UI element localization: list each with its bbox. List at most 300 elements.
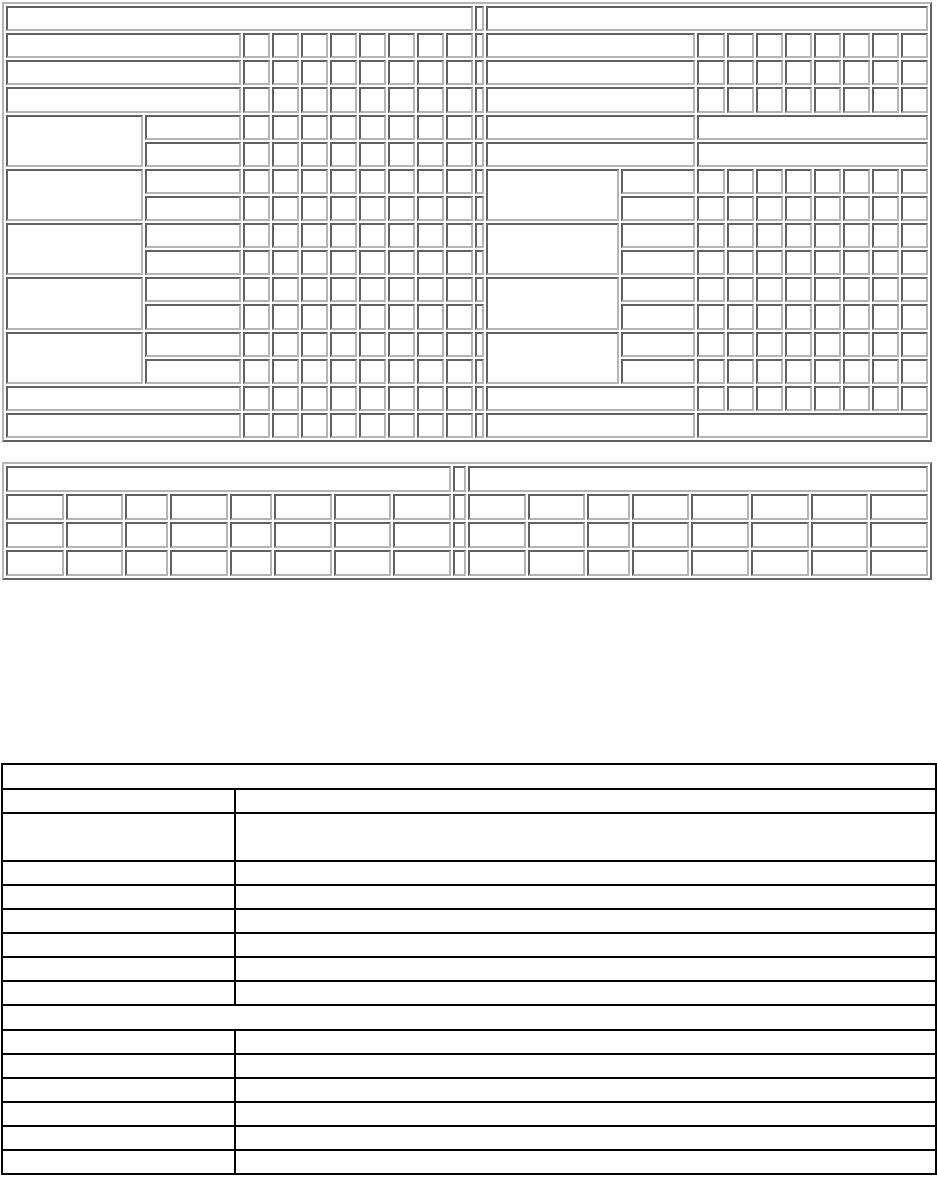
grid-cell (446, 169, 473, 194)
grid-cell (811, 550, 869, 576)
grid-cell (697, 169, 724, 194)
grid-cell (330, 115, 357, 140)
grid-cell (388, 250, 415, 275)
grid-cell (272, 250, 299, 275)
grid-cell (727, 277, 754, 302)
grid-cell (446, 87, 473, 112)
grid-cell (785, 223, 812, 248)
sub-label (621, 196, 696, 221)
grid-cell (359, 223, 386, 248)
group-label (6, 277, 143, 329)
grid-cell (756, 87, 783, 112)
grid-spacer (475, 359, 484, 384)
detail-label (2, 1030, 235, 1054)
detail-label (2, 861, 235, 885)
lower-grid-title-left (6, 466, 451, 492)
grid-cell (468, 522, 526, 548)
grid-cell (243, 359, 270, 384)
sub-label (621, 332, 696, 357)
grid-cell (417, 250, 444, 275)
grid-cell (901, 359, 928, 384)
grid-cell (388, 196, 415, 221)
grid-cell (691, 550, 749, 576)
grid-cell (811, 494, 869, 520)
grid-cell (756, 332, 783, 357)
grid-cell (272, 115, 299, 140)
grid-cell (872, 169, 899, 194)
grid-cell (446, 304, 473, 329)
row-label (6, 386, 241, 411)
grid-cell (388, 87, 415, 112)
grid-cell (170, 522, 228, 548)
grid-cell (785, 277, 812, 302)
grid-cell (274, 550, 332, 576)
grid-cell (6, 550, 64, 576)
secondary-grid-table (2, 462, 932, 580)
grid-cell (727, 169, 754, 194)
grid-cell (870, 522, 928, 548)
grid-cell (814, 223, 841, 248)
grid-cell (125, 550, 168, 576)
grid-cell (843, 33, 870, 58)
grid-spacer (453, 466, 466, 492)
group-label (6, 115, 143, 167)
grid-cell (417, 413, 444, 438)
grid-cell (125, 494, 168, 520)
grid-cell (359, 60, 386, 85)
grid-cell (301, 386, 328, 411)
detail-value (235, 909, 936, 933)
grid-cell (872, 304, 899, 329)
grid-cell (446, 386, 473, 411)
grid-cell (727, 304, 754, 329)
grid-cell (6, 494, 64, 520)
grid-cell (243, 33, 270, 58)
detail-label (2, 1078, 235, 1102)
sub-label (145, 223, 240, 248)
detail-value (235, 1126, 936, 1150)
row-label (486, 33, 696, 58)
grid-cell (727, 60, 754, 85)
grid-cell (330, 169, 357, 194)
grid-cell (785, 386, 812, 411)
grid-cell (359, 304, 386, 329)
sub-label (145, 359, 240, 384)
sub-label (621, 250, 696, 275)
detail-value (235, 861, 936, 885)
grid-cell (66, 494, 124, 520)
grid-cell (417, 223, 444, 248)
grid-cell (872, 223, 899, 248)
grid-cell (697, 386, 724, 411)
grid-cell (872, 33, 899, 58)
grid-cell (417, 359, 444, 384)
grid-cell (727, 386, 754, 411)
grid-cell (330, 413, 357, 438)
main-grid-table (2, 2, 932, 442)
group-label (6, 223, 143, 275)
grid-cell (272, 359, 299, 384)
grid-cell (756, 169, 783, 194)
group-label (486, 223, 619, 275)
grid-cell (272, 60, 299, 85)
grid-cell (330, 332, 357, 357)
grid-cell (632, 550, 690, 576)
grid-cell (446, 359, 473, 384)
grid-cell (301, 87, 328, 112)
grid-cell (872, 87, 899, 112)
grid-cell (388, 332, 415, 357)
grid-cell (697, 60, 724, 85)
grid-cell (301, 304, 328, 329)
grid-cell (632, 522, 690, 548)
grid-cell (901, 332, 928, 357)
row-label (486, 87, 696, 112)
detail-label (2, 909, 235, 933)
grid-cell (756, 33, 783, 58)
grid-cell (274, 522, 332, 548)
grid-cell (632, 494, 690, 520)
grid-cell (756, 304, 783, 329)
grid-cell (243, 60, 270, 85)
grid-cell (388, 142, 415, 167)
grid-cell (417, 196, 444, 221)
grid-cell (756, 196, 783, 221)
grid-cell (334, 494, 392, 520)
grid-cell (330, 223, 357, 248)
grid-cell (785, 359, 812, 384)
row-label (486, 413, 696, 438)
grid-cell (446, 33, 473, 58)
grid-cell (417, 115, 444, 140)
sub-label (145, 277, 240, 302)
grid-cell (697, 196, 724, 221)
detail-table (1, 763, 937, 1175)
grid-cell (359, 115, 386, 140)
detail-label (2, 981, 235, 1005)
grid-cell (814, 60, 841, 85)
grid-cell (301, 142, 328, 167)
grid-cell (388, 277, 415, 302)
grid-cell (727, 359, 754, 384)
grid-cell (587, 550, 630, 576)
sub-label (621, 169, 696, 194)
detail-value (235, 1030, 936, 1054)
grid-cell (872, 359, 899, 384)
grid-cell (243, 277, 270, 302)
grid-cell (330, 87, 357, 112)
grid-cell (446, 196, 473, 221)
grid-cell (125, 522, 168, 548)
group-label (486, 169, 619, 221)
detail-value (235, 1150, 936, 1174)
detail-value (235, 957, 936, 981)
grid-spacer (475, 33, 484, 58)
grid-cell (785, 304, 812, 329)
grid-cell (691, 494, 749, 520)
detail-value (235, 813, 936, 861)
grid-cell (785, 87, 812, 112)
grid-cell (330, 250, 357, 275)
grid-cell (274, 494, 332, 520)
grid-cell (272, 223, 299, 248)
grid-cell (446, 223, 473, 248)
detail-label (2, 933, 235, 957)
grid-cell (528, 494, 586, 520)
grid-cell (330, 277, 357, 302)
grid-cell (330, 304, 357, 329)
grid-cell (272, 169, 299, 194)
grid-cell (872, 277, 899, 302)
grid-cell (727, 250, 754, 275)
grid-cell (697, 223, 724, 248)
sub-label (621, 223, 696, 248)
grid-cell (691, 522, 749, 548)
grid-spacer (475, 413, 484, 438)
grid-cell (901, 386, 928, 411)
grid-cell (330, 386, 357, 411)
grid-cell (388, 304, 415, 329)
grid-cell (301, 196, 328, 221)
grid-cell (417, 277, 444, 302)
grid-cell (417, 332, 444, 357)
grid-cell (272, 87, 299, 112)
grid-cell (901, 33, 928, 58)
grid-spacer (475, 60, 484, 85)
group-label (486, 277, 619, 329)
grid-cell (727, 87, 754, 112)
grid-cell (697, 359, 724, 384)
grid-cell (785, 332, 812, 357)
detail-label (2, 789, 235, 813)
detail-value (235, 1078, 936, 1102)
row-label (486, 115, 696, 140)
grid-cell (446, 250, 473, 275)
grid-cell (359, 169, 386, 194)
grid-cell (393, 494, 451, 520)
sub-label (145, 196, 240, 221)
grid-cell (334, 522, 392, 548)
grid-cell (901, 87, 928, 112)
grid-cell (272, 304, 299, 329)
grid-cell (330, 196, 357, 221)
grid-cell (870, 550, 928, 576)
grid-cell (727, 223, 754, 248)
grid-spacer (453, 522, 466, 548)
grid-cell (66, 522, 124, 548)
grid-cell (243, 87, 270, 112)
sub-label (145, 115, 240, 140)
grid-cell (901, 304, 928, 329)
grid-cell (6, 522, 64, 548)
grid-spacer (453, 494, 466, 520)
grid-cell (330, 142, 357, 167)
detail-value (235, 1054, 936, 1078)
grid-cell (388, 223, 415, 248)
grid-cell (359, 386, 386, 411)
grid-spacer (453, 550, 466, 576)
detail-label (2, 885, 235, 909)
grid-cell (446, 413, 473, 438)
grid-cell (272, 332, 299, 357)
grid-cell (243, 413, 270, 438)
grid-cell (446, 332, 473, 357)
grid-cell (388, 359, 415, 384)
grid-spacer (475, 250, 484, 275)
grid-cell (330, 33, 357, 58)
grid-cell (843, 87, 870, 112)
grid-cell (446, 142, 473, 167)
grid-cell (697, 304, 724, 329)
row-label (6, 413, 241, 438)
grid-cell (417, 33, 444, 58)
grid-cell (901, 196, 928, 221)
grid-cell (697, 250, 724, 275)
grid-cell (301, 169, 328, 194)
grid-cell (446, 115, 473, 140)
grid-cell (359, 332, 386, 357)
grid-cell (301, 223, 328, 248)
grid-cell (901, 277, 928, 302)
grid-cell (756, 60, 783, 85)
grid-cell (301, 33, 328, 58)
grid-cell (388, 169, 415, 194)
grid-cell (301, 60, 328, 85)
grid-spacer (475, 277, 484, 302)
grid-cell (751, 550, 809, 576)
grid-cell (66, 550, 124, 576)
grid-cell (388, 115, 415, 140)
grid-cell (756, 359, 783, 384)
row-label (486, 142, 696, 167)
grid-cell (272, 277, 299, 302)
detail-value (235, 885, 936, 909)
grid-cell (843, 332, 870, 357)
grid-cell (468, 550, 526, 576)
grid-cell (756, 250, 783, 275)
merged-value-cell (697, 413, 928, 438)
grid-cell (388, 60, 415, 85)
grid-cell (393, 522, 451, 548)
grid-cell (301, 359, 328, 384)
grid-cell (785, 60, 812, 85)
grid-cell (243, 250, 270, 275)
grid-cell (170, 550, 228, 576)
detail-value (235, 933, 936, 957)
grid-cell (814, 169, 841, 194)
sub-label (621, 277, 696, 302)
detail-value (235, 789, 936, 813)
grid-cell (843, 169, 870, 194)
grid-cell (417, 304, 444, 329)
grid-cell (359, 413, 386, 438)
grid-cell (901, 60, 928, 85)
grid-cell (843, 223, 870, 248)
detail-label (2, 957, 235, 981)
grid-cell (243, 386, 270, 411)
sub-label (621, 359, 696, 384)
grid-cell (811, 522, 869, 548)
grid-cell (872, 386, 899, 411)
detail-label (2, 1054, 235, 1078)
grid-cell (301, 277, 328, 302)
grid-cell (230, 494, 273, 520)
grid-cell (814, 87, 841, 112)
grid-cell (872, 250, 899, 275)
grid-cell (872, 60, 899, 85)
grid-cell (359, 359, 386, 384)
grid-cell (446, 277, 473, 302)
grid-cell (417, 142, 444, 167)
grid-cell (330, 60, 357, 85)
grid-cell (417, 87, 444, 112)
grid-cell (359, 142, 386, 167)
merged-value-cell (697, 142, 928, 167)
detail-label (2, 813, 235, 861)
row-label (6, 87, 241, 112)
grid-cell (272, 33, 299, 58)
grid-cell (243, 142, 270, 167)
detail-value (235, 981, 936, 1005)
sub-label (145, 169, 240, 194)
grid-cell (528, 550, 586, 576)
grid-cell (587, 522, 630, 548)
sub-label (621, 304, 696, 329)
grid-spacer (475, 223, 484, 248)
grid-cell (697, 277, 724, 302)
grid-cell (334, 550, 392, 576)
grid-cell (901, 250, 928, 275)
grid-cell (468, 494, 526, 520)
grid-cell (301, 413, 328, 438)
grid-cell (417, 60, 444, 85)
grid-cell (272, 386, 299, 411)
grid-cell (814, 277, 841, 302)
grid-cell (843, 196, 870, 221)
grid-cell (872, 332, 899, 357)
grid-cell (901, 169, 928, 194)
grid-cell (587, 494, 630, 520)
grid-cell (843, 304, 870, 329)
grid-cell (359, 87, 386, 112)
detail-section-header (2, 764, 936, 789)
sub-label (145, 332, 240, 357)
grid-cell (814, 332, 841, 357)
grid-cell (814, 33, 841, 58)
detail-label (2, 1150, 235, 1174)
grid-cell (751, 494, 809, 520)
grid-cell (785, 33, 812, 58)
left-grid-title (6, 6, 473, 31)
row-label (6, 60, 241, 85)
grid-cell (393, 550, 451, 576)
detail-label (2, 1102, 235, 1126)
grid-cell (727, 196, 754, 221)
grid-cell (872, 196, 899, 221)
grid-spacer (475, 196, 484, 221)
grid-cell (751, 522, 809, 548)
grid-cell (901, 223, 928, 248)
grid-cell (814, 304, 841, 329)
sub-label (145, 142, 240, 167)
grid-spacer (475, 304, 484, 329)
grid-spacer (475, 6, 484, 31)
grid-cell (727, 332, 754, 357)
grid-cell (814, 196, 841, 221)
grid-cell (843, 250, 870, 275)
grid-cell (843, 359, 870, 384)
merged-value-cell (697, 115, 928, 140)
